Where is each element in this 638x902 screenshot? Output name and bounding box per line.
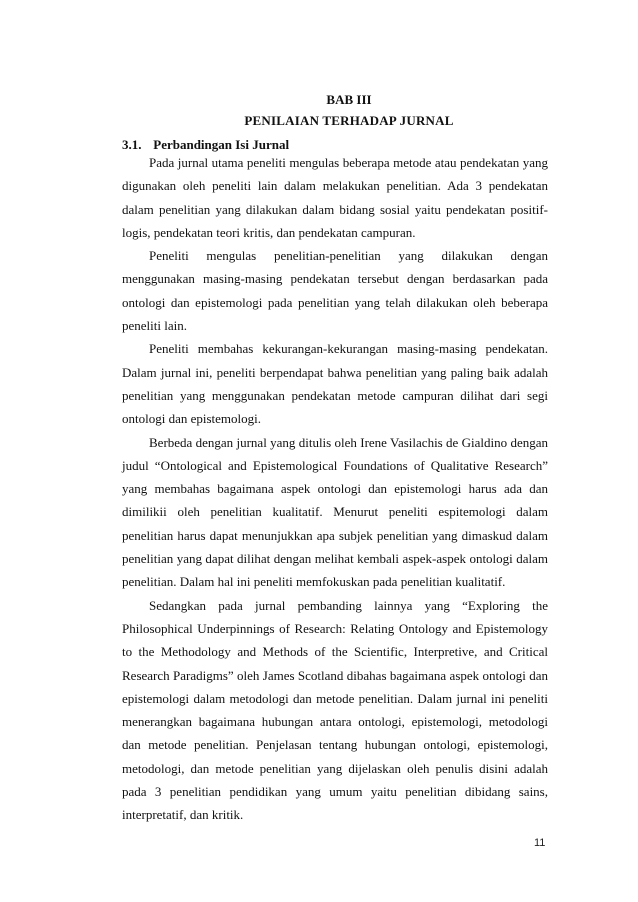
- paragraph: Berbeda dengan jurnal yang ditulis oleh Irene Vasilachis de Gialdino dengan judul “Ontological and Epistemological Foundations of Qualitative Research” yang membahas bagaimana aspek ontologi dan epistemologi harus ada dan dimilikii oleh penelitian kualitatif. Menurut peneliti espitemologi dalam penelitian harus dapat menunjukkan apa subjek penelitian yang dimaskud dalam penelitian yang dapat dilihat dengan melihat kembali aspek-aspek ontologi dalam penelitian. Dalam hal ini peneliti memfokuskan pada penelitian kualitatif.: [122, 434, 548, 590]
- paragraph: Peneliti membahas kekurangan-kekurangan masing-masing pendekatan. Dalam jurnal ini, peneliti berpendapat bahwa penelitian yang paling baik adalah penelitian yang menggunakan pendekatan metode campuran dilihat dari segi ontologi dan epistemologi.: [122, 341, 548, 427]
- paragraph: Peneliti mengulas penelitian-penelitian yang dilakukan dengan menggunakan masing-masing pendekatan tersebut dengan berdasarkan pada ontologi dan epistemologi pada penelitian yang telah dilakukan oleh beberapa peneliti lain.: [122, 248, 548, 334]
- page-number: 11: [534, 837, 546, 849]
- section-number: 3.1.: [122, 137, 142, 152]
- paragraph: Pada jurnal utama peneliti mengulas beberapa metode atau pendekatan yang digunakan oleh peneliti lain dalam melakukan penelitian. Ada 3 pendekatan dalam penelitian yang dilakukan dalam bidang sosial yaitu pendekatan positif-logis, pendekatan teori kritis, dan pendekatan campuran.: [122, 155, 548, 240]
- chapter-title: PENILAIAN TERHADAP JURNAL: [244, 113, 454, 128]
- section-title: Perbandingan Isi Jurnal: [153, 137, 290, 152]
- paragraph: Sedangkan pada jurnal pembanding lainnya yang “Exploring the Philosophical Underpinnings of Research: Relating Ontology and Epistemology to the Methodology and Methods of the Scientific, Interpretive, and Critical Research Paradigms” oleh James Scotland dibahas bagaimana aspek ontologi dan epistemologi dalam metodologi dan metode penelitian. Dalam jurnal ini peneliti menerangkan bagaimana hubungan antara ontologi, epistemologi, metodologi dan metode penelitian. Penjelasan tentang hubungan ontologi, epistemologi, metodologi, dan metode penelitian yang dijelaskan oleh penulis disini adalah pada 3 penelitian pendidikan yang umum yaitu penelitian dibidang sains, interpretatif, dan kritik.: [122, 597, 548, 823]
- body-text: [122, 151, 548, 827]
- chapter-heading: BAB III: [326, 92, 372, 107]
